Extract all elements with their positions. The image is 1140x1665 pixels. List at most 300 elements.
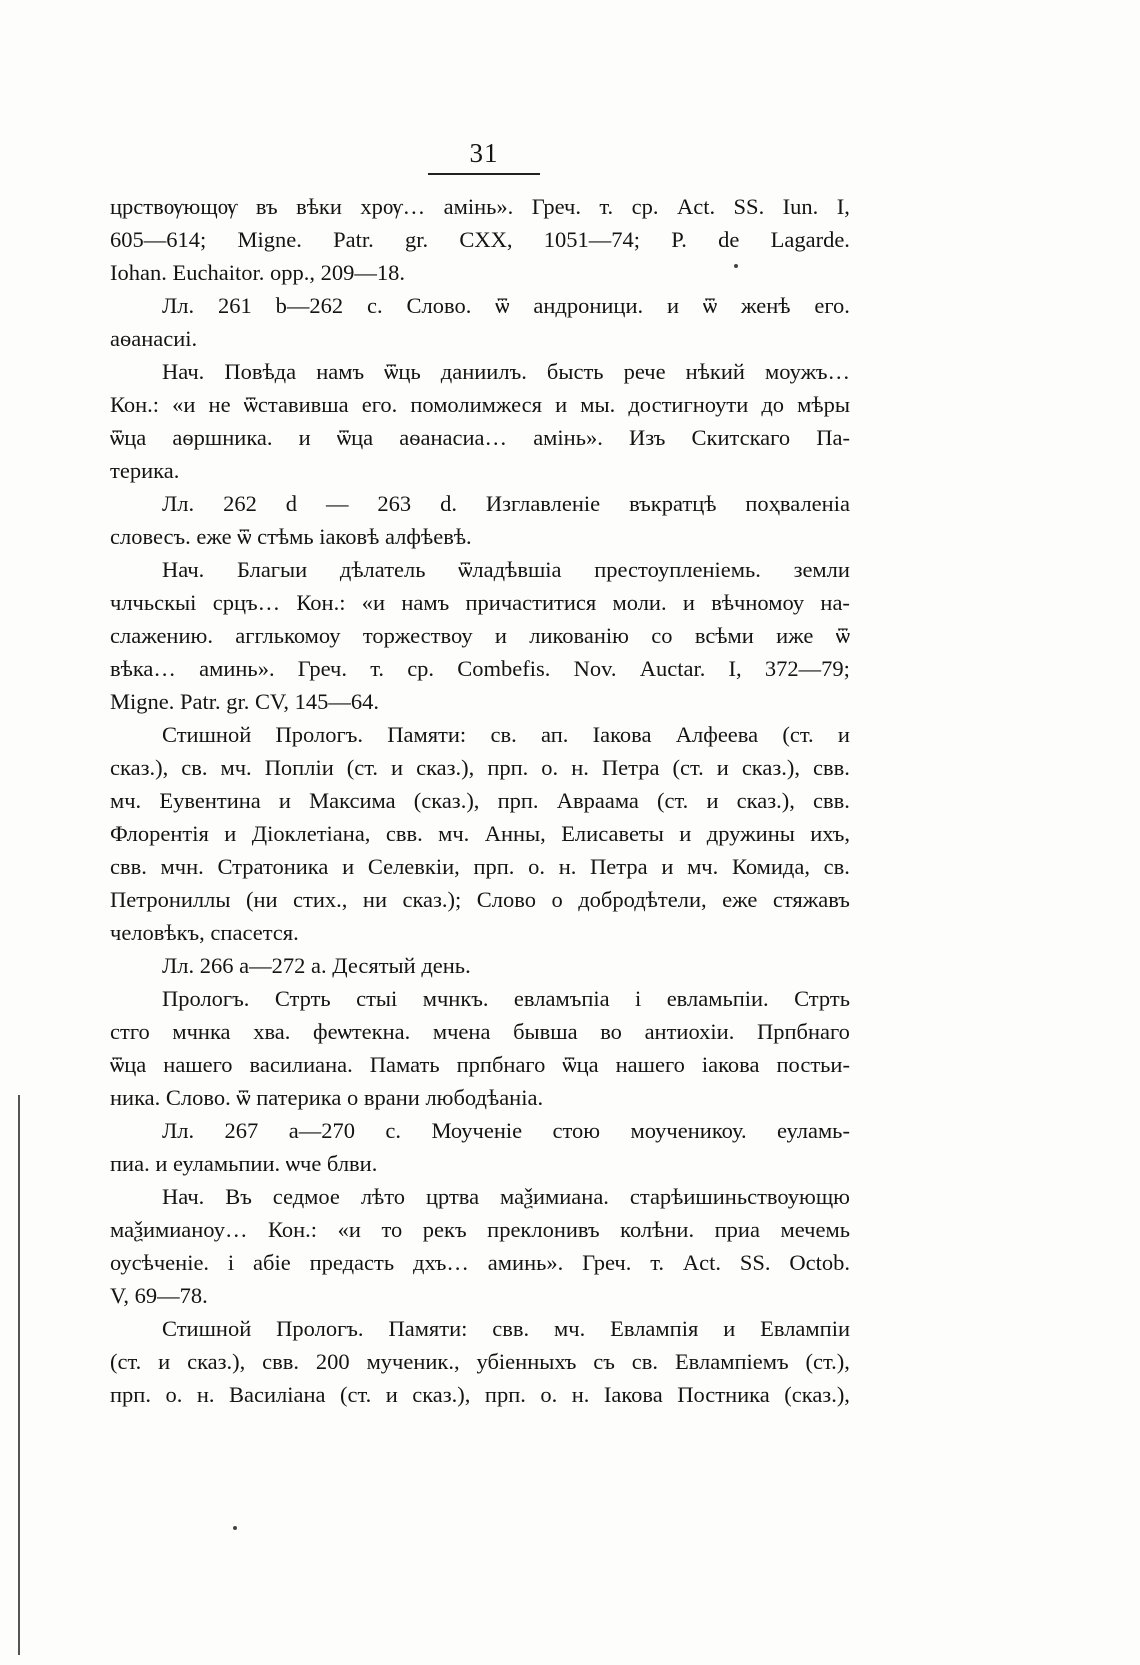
- text-word: и: [716, 755, 729, 780]
- text-line: [110, 388, 850, 421]
- text-line: [110, 619, 850, 652]
- text-word: и: [723, 1316, 736, 1341]
- text-word: I,: [836, 194, 850, 219]
- text-word: gr.: [404, 227, 429, 252]
- text-word: і: [227, 1250, 235, 1275]
- page-body: [110, 190, 850, 1411]
- text-word: Евлампіемъ: [674, 1349, 789, 1374]
- text-word: престоупленіемь.: [594, 557, 761, 582]
- text-word: 261: [218, 293, 252, 318]
- text-word: и: [224, 821, 237, 846]
- text-word: ѿца: [110, 425, 147, 450]
- text-line: [110, 652, 850, 685]
- text-word: цртва: [425, 1184, 480, 1209]
- text-word: 605—614;: [110, 227, 207, 252]
- text-word: мчена: [432, 1019, 491, 1044]
- text-word: P.: [671, 227, 687, 252]
- text-word: всѣми: [694, 623, 754, 648]
- text-word: аминь».: [199, 656, 275, 681]
- text-line: [110, 1213, 850, 1246]
- text-word: срцъ…: [212, 590, 281, 615]
- text-line: [110, 718, 850, 751]
- text-word: прпбнаго: [456, 1052, 546, 1077]
- text-word: его.: [361, 392, 398, 417]
- text-word: антиохіи.: [644, 1019, 735, 1044]
- text-word: ѿ: [702, 293, 718, 318]
- text-word: (ст.: [657, 788, 689, 813]
- text-word: ѿставивша: [243, 392, 349, 417]
- text-word: рекъ: [422, 1217, 467, 1242]
- text-word: Моученіе: [431, 1118, 523, 1143]
- text-word: моученикоу.: [630, 1118, 747, 1143]
- text-word: «и: [337, 1217, 361, 1242]
- text-word: маѯимиана.: [500, 1184, 609, 1209]
- text-word: 1051—74;: [543, 227, 640, 252]
- text-word: свв.: [492, 1316, 530, 1341]
- text-word: до: [761, 392, 785, 417]
- text-word: прп.: [484, 1382, 526, 1407]
- text-word: т.: [650, 1250, 664, 1275]
- text-line: [110, 322, 850, 355]
- text-word: Греч.: [531, 194, 581, 219]
- text-word: дхъ…: [412, 1250, 469, 1275]
- text-word: Евлампія: [610, 1316, 699, 1341]
- text-line-content: терика.: [110, 458, 180, 483]
- text-line: [110, 223, 850, 256]
- text-word: Прологъ.: [276, 1316, 364, 1341]
- text-word: въ: [255, 194, 278, 219]
- text-word: т.: [599, 194, 614, 219]
- text-word: Комида,: [731, 854, 810, 879]
- text-word: и: [342, 854, 355, 879]
- text-word: стыі: [356, 986, 398, 1011]
- text-word: ѿца: [110, 1052, 147, 1077]
- text-word: и: [661, 854, 674, 879]
- text-word: члчьскыі: [110, 590, 197, 615]
- text-word: b—262: [275, 293, 344, 318]
- text-word: мч.: [554, 1316, 586, 1341]
- text-word: Василіана: [228, 1382, 326, 1407]
- text-word: еже: [722, 887, 758, 912]
- text-word: н.: [196, 1382, 215, 1407]
- text-word: мчн.: [160, 854, 204, 879]
- text-word: оусѣченіе.: [110, 1250, 210, 1275]
- text-word: о: [551, 887, 563, 912]
- text-word: прп.: [110, 1382, 151, 1407]
- text-word: женѣ: [741, 293, 791, 318]
- text-word: іакова: [701, 1052, 760, 1077]
- text-word: и: [278, 788, 291, 813]
- text-word: мч.: [687, 854, 719, 879]
- text-line: [110, 949, 850, 982]
- text-word: на-: [820, 590, 850, 615]
- text-word: ѿ: [495, 293, 510, 318]
- text-line: [110, 751, 850, 784]
- text-word: Прпбнаго: [756, 1019, 850, 1044]
- text-line: [110, 982, 850, 1015]
- text-word: мечемь: [780, 1217, 850, 1242]
- text-word: (ст.: [782, 722, 814, 747]
- text-word: сказ.);: [402, 887, 462, 912]
- text-word: Octob.: [789, 1250, 850, 1275]
- text-line: [110, 1180, 850, 1213]
- text-line-content: Iohan. Euchaitor. opp., 209—18.: [110, 260, 405, 285]
- text-word: Кон.:: [268, 1217, 318, 1242]
- text-line: [110, 487, 850, 520]
- text-word: (ст.: [110, 1349, 142, 1374]
- text-word: аминь».: [487, 1250, 564, 1275]
- text-word: мчнкъ.: [422, 986, 489, 1011]
- text-line-content: Migne. Patr. gr. CV, 145—64.: [110, 689, 379, 714]
- text-word: н.: [558, 854, 577, 879]
- text-word: с.: [385, 1118, 402, 1143]
- text-word: Авраама: [556, 788, 639, 813]
- text-word: приа: [714, 1217, 760, 1242]
- text-word: сказ.),: [187, 1349, 246, 1374]
- text-word: и: [494, 623, 507, 648]
- text-word: Евлампіи: [760, 1316, 850, 1341]
- text-word: амінь».: [443, 194, 514, 219]
- text-word: феѡтекна.: [313, 1019, 411, 1044]
- scan-edge-line: [18, 1095, 20, 1655]
- text-word: Nov.: [573, 656, 617, 681]
- text-word: мч.: [220, 755, 252, 780]
- text-word: въкратцѣ: [629, 491, 717, 516]
- text-word: «и: [361, 590, 386, 615]
- text-word: и: [391, 755, 404, 780]
- text-word: —: [325, 491, 349, 516]
- text-word: торжествоу: [362, 623, 473, 648]
- text-word: Памать: [369, 1052, 440, 1077]
- text-word: Максима: [309, 788, 396, 813]
- text-word: Лл.: [162, 293, 195, 318]
- text-word: мѣры: [797, 392, 850, 417]
- text-line: [110, 1279, 850, 1312]
- text-word: ср.: [407, 656, 435, 681]
- text-word: со: [651, 623, 673, 648]
- text-word: (ст.),: [805, 1349, 850, 1374]
- text-word: и: [837, 722, 850, 747]
- text-word: (ст.: [346, 755, 379, 780]
- text-line-content: словесъ. еже ѿ стѣмь іаковѣ алфѣевѣ.: [110, 524, 472, 549]
- text-word: свв.: [813, 755, 850, 780]
- text-line: [110, 1015, 850, 1048]
- text-word: свв.: [385, 821, 423, 846]
- text-word: мученик.,: [366, 1349, 460, 1374]
- text-line: [110, 1378, 850, 1411]
- text-line: [110, 784, 850, 817]
- text-word: и: [298, 425, 311, 450]
- text-word: ликованію: [529, 623, 629, 648]
- text-word: Изъ: [628, 425, 666, 450]
- text-word: о.: [165, 1382, 183, 1407]
- text-word: Стрть: [794, 986, 850, 1011]
- text-word: нашего: [615, 1052, 685, 1077]
- text-word: стих.,: [293, 887, 348, 912]
- text-word: ни: [362, 887, 387, 912]
- text-word: не: [208, 392, 231, 417]
- text-word: Lagarde.: [770, 227, 850, 252]
- text-word: нѣкий: [685, 359, 745, 384]
- text-line: [110, 355, 850, 388]
- text-word: предасть: [309, 1250, 395, 1275]
- text-word: de: [718, 227, 740, 252]
- text-word: моужъ…: [765, 359, 850, 384]
- text-word: и: [682, 590, 695, 615]
- text-word: и: [679, 821, 692, 846]
- text-line: [110, 454, 850, 487]
- text-word: свв.: [813, 788, 850, 813]
- text-word: во: [600, 1019, 622, 1044]
- text-word: Благыи: [236, 557, 308, 582]
- text-word: Діоклетіана,: [251, 821, 371, 846]
- text-word: и: [385, 1382, 398, 1407]
- text-word: Изглавленіе: [485, 491, 601, 516]
- text-line-content: V, 69—78.: [110, 1283, 208, 1308]
- text-word: SS.: [733, 194, 765, 219]
- text-word: і: [635, 986, 642, 1011]
- text-word: бысть: [546, 359, 604, 384]
- text-word: Нач.: [162, 1184, 205, 1209]
- text-word: даниилъ.: [440, 359, 527, 384]
- text-word: Auctar.: [639, 656, 706, 681]
- text-word: свв.: [262, 1349, 300, 1374]
- text-word: Алфеева: [675, 722, 759, 747]
- text-word: Іакова: [592, 722, 652, 747]
- text-word: 372—79;: [764, 656, 850, 681]
- text-line: [110, 1048, 850, 1081]
- text-word: о.: [540, 1382, 558, 1407]
- text-word: сказ.),: [416, 755, 475, 780]
- text-word: дѣлатель: [339, 557, 426, 582]
- text-word: CXX,: [459, 227, 513, 252]
- text-word: дружины: [706, 821, 795, 846]
- text-word: земли: [793, 557, 850, 582]
- text-word: сказ.),: [736, 788, 795, 813]
- text-line-content: аѳанасиі.: [110, 326, 198, 351]
- text-word: Памяти:: [388, 1316, 468, 1341]
- text-word: (ни: [245, 887, 278, 912]
- text-word: d.: [440, 491, 457, 516]
- text-word: колѣни.: [620, 1217, 695, 1242]
- text-line: [110, 1312, 850, 1345]
- text-word: старѣишиньствоующю: [629, 1184, 850, 1209]
- text-word: амінь».: [533, 425, 603, 450]
- text-word: стою: [552, 1118, 601, 1143]
- text-word: лѣто: [360, 1184, 406, 1209]
- text-line-content: Лл. 266 а—272 а. Десятый день.: [162, 953, 471, 978]
- text-word: н.: [571, 755, 589, 780]
- text-word: Act.: [676, 194, 716, 219]
- text-word: Стратоника: [217, 854, 329, 879]
- text-line: [110, 586, 850, 619]
- text-word: т.: [370, 656, 384, 681]
- text-word: моли.: [612, 590, 667, 615]
- text-word: поҳваленіа: [745, 491, 850, 516]
- text-word: Combefis.: [457, 656, 551, 681]
- text-word: Нач.: [162, 557, 205, 582]
- text-word: св.: [181, 755, 208, 780]
- text-line: [110, 883, 850, 916]
- text-word: сказ.),: [741, 755, 801, 780]
- text-word: стго: [110, 1019, 150, 1044]
- text-word: а—270: [288, 1118, 355, 1143]
- text-word: Памяти:: [387, 722, 467, 747]
- text-word: прп.: [497, 788, 539, 813]
- text-word: бывша: [513, 1019, 578, 1044]
- text-word: Петра: [590, 854, 648, 879]
- text-word: Act.: [682, 1250, 721, 1275]
- text-word: ихъ,: [810, 821, 850, 846]
- text-word: мч.: [438, 821, 470, 846]
- text-word: намъ: [401, 590, 450, 615]
- text-word: седмое: [272, 1184, 340, 1209]
- text-word: (сказ.),: [784, 1382, 850, 1407]
- speck-mark: [734, 264, 738, 268]
- text-word: Анны,: [484, 821, 546, 846]
- text-word: d: [285, 491, 297, 516]
- text-word: свв.: [110, 854, 147, 879]
- text-word: его.: [814, 293, 850, 318]
- text-word: Слово: [476, 887, 537, 912]
- text-word: причаститися: [465, 590, 597, 615]
- text-word: Петрониллы: [110, 887, 231, 912]
- text-word: о.: [528, 854, 545, 879]
- text-word: ѿца: [336, 425, 374, 450]
- text-word: 200: [315, 1349, 350, 1374]
- text-word: мч.: [110, 788, 142, 813]
- text-word: василиана.: [249, 1052, 353, 1077]
- text-word: Кон.:: [110, 392, 160, 417]
- text-word: мчнка: [172, 1019, 231, 1044]
- header-rule: [428, 173, 540, 175]
- text-word: (сказ.),: [413, 788, 480, 813]
- text-line: [110, 256, 850, 289]
- text-word: иже: [776, 623, 814, 648]
- text-word: прп.: [473, 854, 515, 879]
- text-word: евламъпіа: [513, 986, 610, 1011]
- text-word: еуламь-: [777, 1118, 850, 1143]
- text-word: вѣка…: [110, 656, 176, 681]
- text-line: [110, 520, 850, 553]
- text-word: андроници.: [533, 293, 644, 318]
- text-word: прп.: [487, 755, 529, 780]
- text-word: Iun.: [782, 194, 819, 219]
- text-word: н.: [571, 1382, 590, 1407]
- text-word: Слово.: [406, 293, 472, 318]
- text-word: абіе: [253, 1250, 291, 1275]
- text-word: Нач.: [162, 359, 205, 384]
- text-word: и: [666, 293, 680, 318]
- text-line: [110, 1246, 850, 1279]
- text-line: [110, 916, 850, 949]
- text-word: стяжавъ: [772, 887, 850, 912]
- text-word: Еувентина: [159, 788, 261, 813]
- text-word: св.: [631, 1349, 659, 1374]
- text-word: Лл.: [162, 1118, 195, 1143]
- text-word: сказ.),: [412, 1382, 471, 1407]
- text-word: Попліи: [264, 755, 334, 780]
- text-word: слажению.: [110, 623, 213, 648]
- text-word: Migne.: [237, 227, 302, 252]
- text-word: мы.: [580, 392, 616, 417]
- text-word: Селевкіи,: [367, 854, 460, 879]
- text-line: [110, 289, 850, 322]
- text-word: Іакова: [603, 1382, 663, 1407]
- text-word: Повѣда: [224, 359, 297, 384]
- text-word: вѣчномоу: [711, 590, 805, 615]
- text-word: SS.: [739, 1250, 771, 1275]
- text-word: црствѹющѹ: [110, 194, 238, 219]
- text-word: преклонивъ: [487, 1217, 600, 1242]
- text-word: «и: [172, 392, 196, 417]
- text-word: Греч.: [297, 656, 347, 681]
- text-word: хва.: [253, 1019, 291, 1044]
- text-word: Прологъ.: [275, 722, 363, 747]
- text-word: постьи-: [776, 1052, 850, 1077]
- text-word: ап.: [541, 722, 569, 747]
- text-word: аѳршника.: [172, 425, 273, 450]
- text-line: [110, 421, 850, 454]
- text-word: Греч.: [582, 1250, 632, 1275]
- text-line: [110, 817, 850, 850]
- text-word: Patr.: [333, 227, 374, 252]
- text-word: Стишной: [162, 1316, 252, 1341]
- text-word: маѯимианоу…: [110, 1217, 248, 1242]
- text-word: то: [381, 1217, 403, 1242]
- text-word: Лл.: [162, 491, 195, 516]
- text-word: 267: [224, 1118, 259, 1143]
- text-line: [110, 1081, 850, 1114]
- text-line: [110, 553, 850, 586]
- text-word: ѿца: [562, 1052, 599, 1077]
- text-word: съ: [593, 1349, 615, 1374]
- text-word: ср.: [631, 194, 659, 219]
- text-word: агглькомоу: [235, 623, 341, 648]
- text-line-content: пиа. и еуламьпии. ѡче блви.: [110, 1151, 378, 1176]
- page-number: 31: [469, 138, 499, 168]
- text-word: намъ: [316, 359, 365, 384]
- text-word: добродѣтели,: [578, 887, 707, 912]
- text-word: I,: [728, 656, 742, 681]
- page-header: [428, 138, 540, 168]
- text-word: c.: [367, 293, 383, 318]
- text-word: евламьпіи.: [666, 986, 769, 1011]
- text-line: [110, 1345, 850, 1378]
- text-line-content: человѣкъ, спасется.: [110, 920, 299, 945]
- text-word: св.: [490, 722, 517, 747]
- text-word: аѳанасиа…: [399, 425, 508, 450]
- text-word: Елисаветы: [561, 821, 664, 846]
- text-line: [110, 850, 850, 883]
- text-word: и: [706, 788, 719, 813]
- text-word: ѿ: [835, 623, 850, 648]
- text-word: св.: [823, 854, 850, 879]
- text-word: Въ: [225, 1184, 252, 1209]
- text-word: убіенныхъ: [476, 1349, 577, 1374]
- text-word: Петра: [601, 755, 660, 780]
- text-word: помолимжеся: [410, 392, 543, 417]
- text-word: ѿладѣвшіа: [458, 557, 562, 582]
- text-word: 263: [377, 491, 412, 516]
- text-word: и: [555, 392, 568, 417]
- text-word: ѿць: [384, 359, 421, 384]
- text-word: Скитскаго: [691, 425, 791, 450]
- text-word: Стрть: [274, 986, 331, 1011]
- text-word: (ст.: [339, 1382, 372, 1407]
- text-word: Па-: [816, 425, 850, 450]
- text-word: Постника: [677, 1382, 770, 1407]
